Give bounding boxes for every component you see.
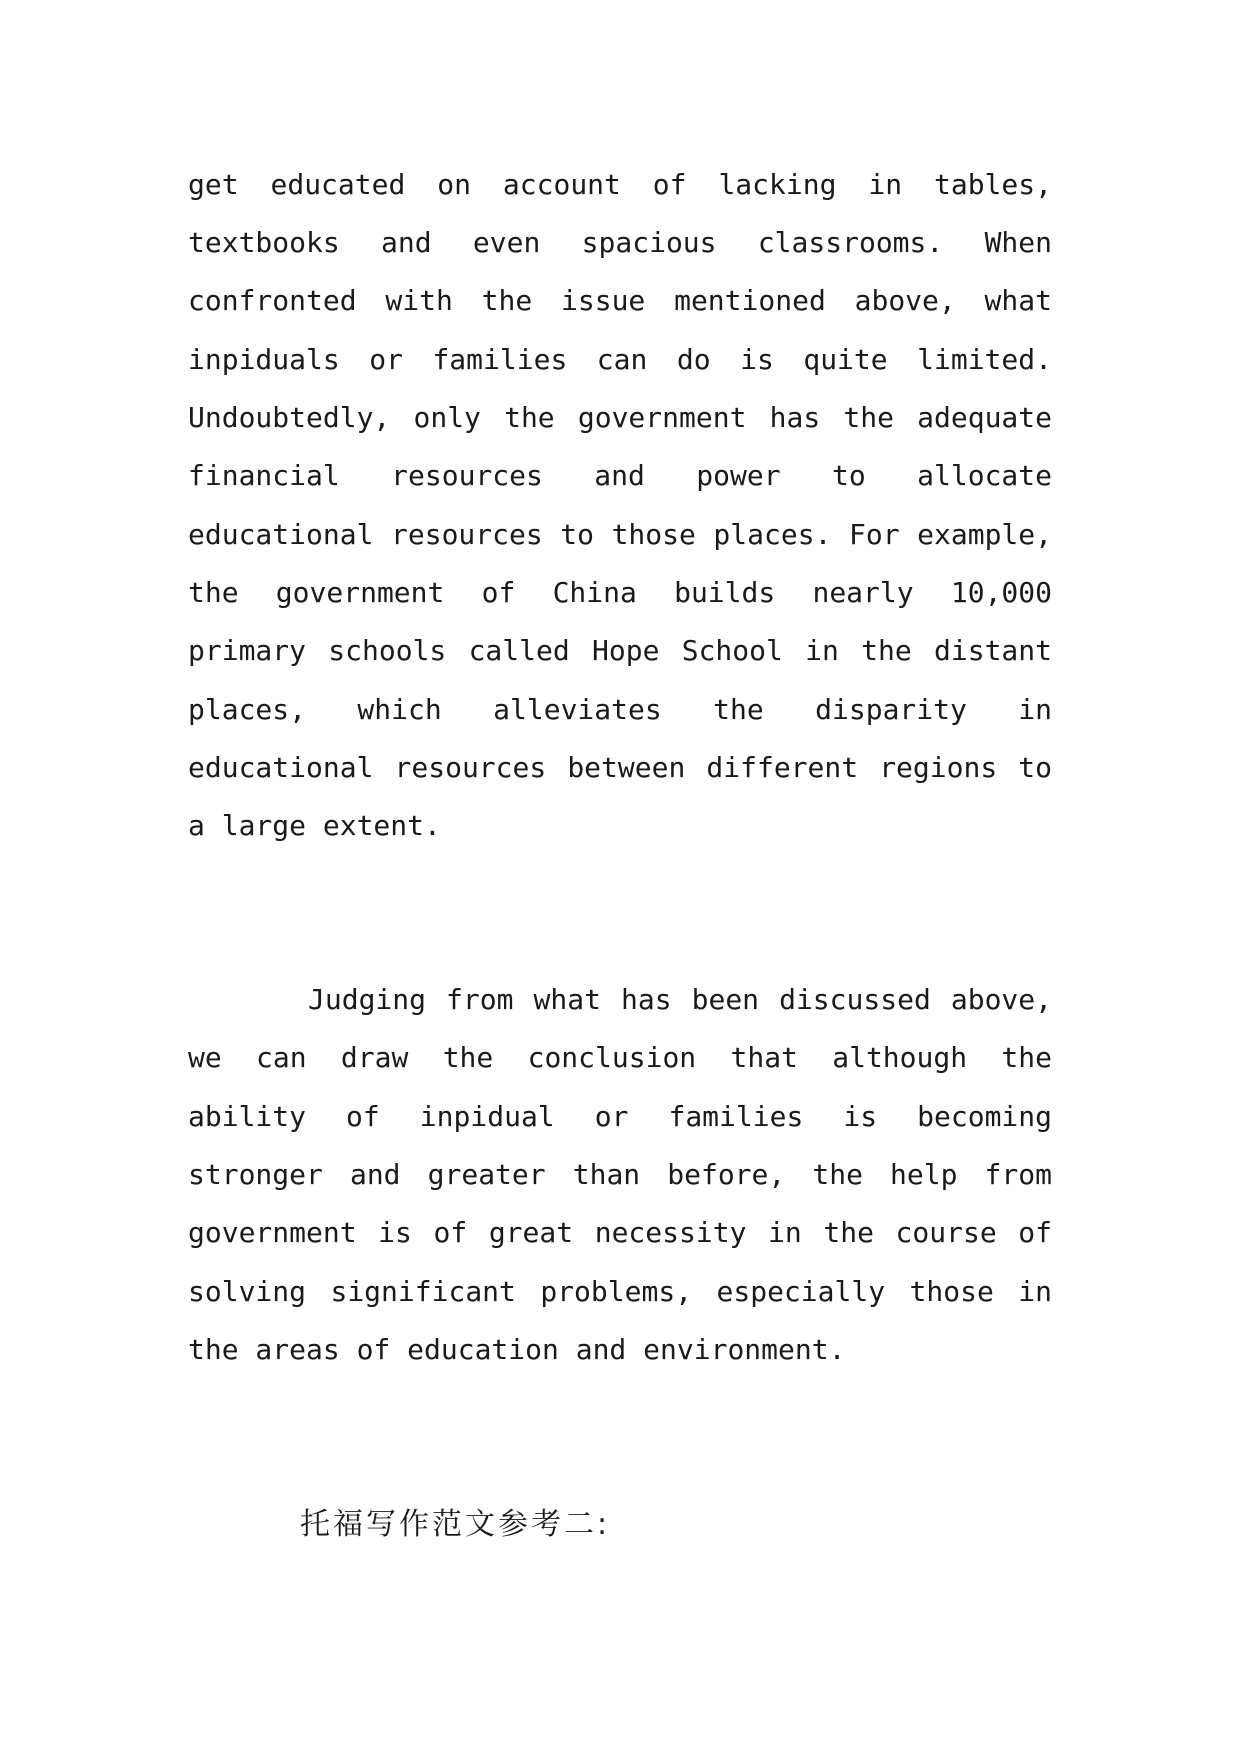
paragraph-line: educational resources between different regions to (188, 751, 1052, 784)
paragraph-line: Undoubtedly, only the government has the adequate (188, 401, 1052, 434)
paragraph-line: stronger and greater than before, the help from (188, 1158, 1052, 1191)
paragraph-line: textbooks and even spacious classrooms. When (188, 226, 1052, 259)
paragraph-line: solving significant problems, especially those in (188, 1275, 1052, 1308)
paragraph-line: confronted with the issue mentioned above, what (188, 284, 1052, 317)
paragraph-line: places, which alleviates the disparity in (188, 693, 1052, 726)
paragraph-line: a large extent. (188, 809, 441, 842)
paragraph-line: inpiduals or families can do is quite limited. (188, 343, 1052, 376)
paragraph-line: financial resources and power to allocate (188, 459, 1052, 492)
paragraph-line: government is of great necessity in the course of (188, 1216, 1052, 1249)
paragraph-line: Judging from what has been discussed above, (308, 983, 1052, 1016)
section-heading: 托福写作范文参考二: (300, 1507, 611, 1542)
paragraph-line: the government of China builds nearly 10,000 (188, 576, 1052, 609)
paragraph-line: the areas of education and environment. (188, 1333, 846, 1366)
paragraph-line: educational resources to those places. For example, (188, 518, 1052, 551)
paragraph-line: primary schools called Hope School in the distant (188, 634, 1052, 667)
paragraph-line: ability of inpidual or families is becoming (188, 1100, 1052, 1133)
paragraph-line: we can draw the conclusion that although the (188, 1041, 1052, 1074)
paragraph-line: get educated on account of lacking in tables, (188, 168, 1052, 201)
